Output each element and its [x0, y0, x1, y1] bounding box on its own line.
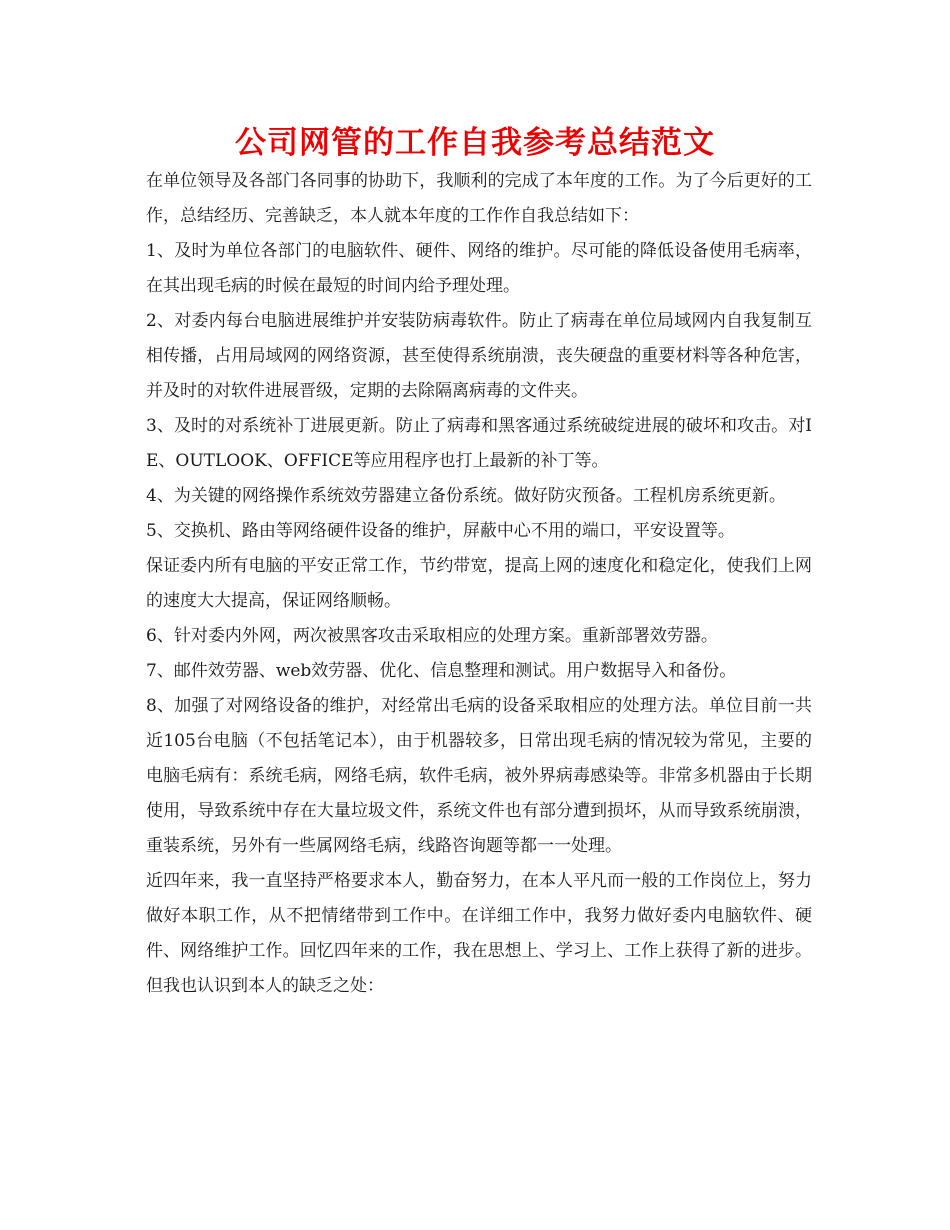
paragraph-item-3: 3、及时的对系统补丁进展更新。防止了病毒和黑客通过系统破绽进展的破坏和攻击。对IE、OUTLOOK、OFFICE等应用程序也打上最新的补丁等。 — [146, 416, 812, 471]
paragraph-item-5-continued: 保证委内所有电脑的平安正常工作，节约带宽，提高上网的速度化和稳定化，使我们上网的速度大大提高，保证网络顺畅。 — [146, 556, 812, 611]
paragraph-item-2: 2、对委内每台电脑进展维护并安装防病毒软件。防止了病毒在单位局域网内自我复制互相传播，占用局域网的网络资源，甚至使得系统崩溃，丧失硬盘的重要材料等各种危害，并及时的对软件进展晋级，定期的去除隔离病毒的文件夹。 — [146, 311, 812, 401]
paragraph-intro: 在单位领导及各部门各同事的协助下，我顺利的完成了本年度的工作。为了今后更好的工作，总结经历、完善缺乏，本人就本年度的工作作自我总结如下： — [146, 171, 812, 226]
document-title: 公司网管的工作自我参考总结范文 — [235, 125, 715, 161]
paragraph-item-7: 7、邮件效劳器、web效劳器、优化、信息整理和测试。用户数据导入和备份。 — [146, 661, 737, 681]
paragraph-conclusion: 近四年来，我一直坚持严格要求本人，勤奋努力，在本人平凡而一般的工作岗位上，努力做好本职工作，从不把情绪带到工作中。在详细工作中，我努力做好委内电脑软件、硬件、网络维护工作。回忆四年来的工作，我在思想上、学习上、工作上获得了新的进步。但我也认识到本人的缺乏之处： — [146, 871, 812, 996]
document-body — [146, 164, 812, 1004]
paragraph-item-8: 8、加强了对网络设备的维护，对经常出毛病的设备采取相应的处理方法。单位目前一共近105台电脑（不包括笔记本），由于机器较多，日常出现毛病的情况较为常见，主要的电脑毛病有：系统毛病，网络毛病，软件毛病，被外界病毒感染等。非常多机器由于长期使用，导致系统中存在大量垃圾文件，系统文件也有部分遭到损坏，从而导致系统崩溃，重装系统，另外有一些属网络毛病，线路咨询题等都一一处理。 — [146, 696, 812, 856]
paragraph-item-1: 1、及时为单位各部门的电脑软件、硬件、网络的维护。尽可能的降低设备使用毛病率，在其出现毛病的时候在最短的时间内给予理处理。 — [146, 241, 812, 296]
paragraph-item-5: 5、交换机、路由等网络硬件设备的维护，屏蔽中心不用的端口，平安设置等。 — [146, 521, 735, 541]
paragraph-item-4: 4、为关键的网络操作系统效劳器建立备份系统。做好防灾预备。工程机房系统更新。 — [146, 486, 786, 506]
paragraph-item-6: 6、针对委内外网，两次被黑客攻击采取相应的处理方案。重新部署效劳器。 — [146, 626, 718, 646]
